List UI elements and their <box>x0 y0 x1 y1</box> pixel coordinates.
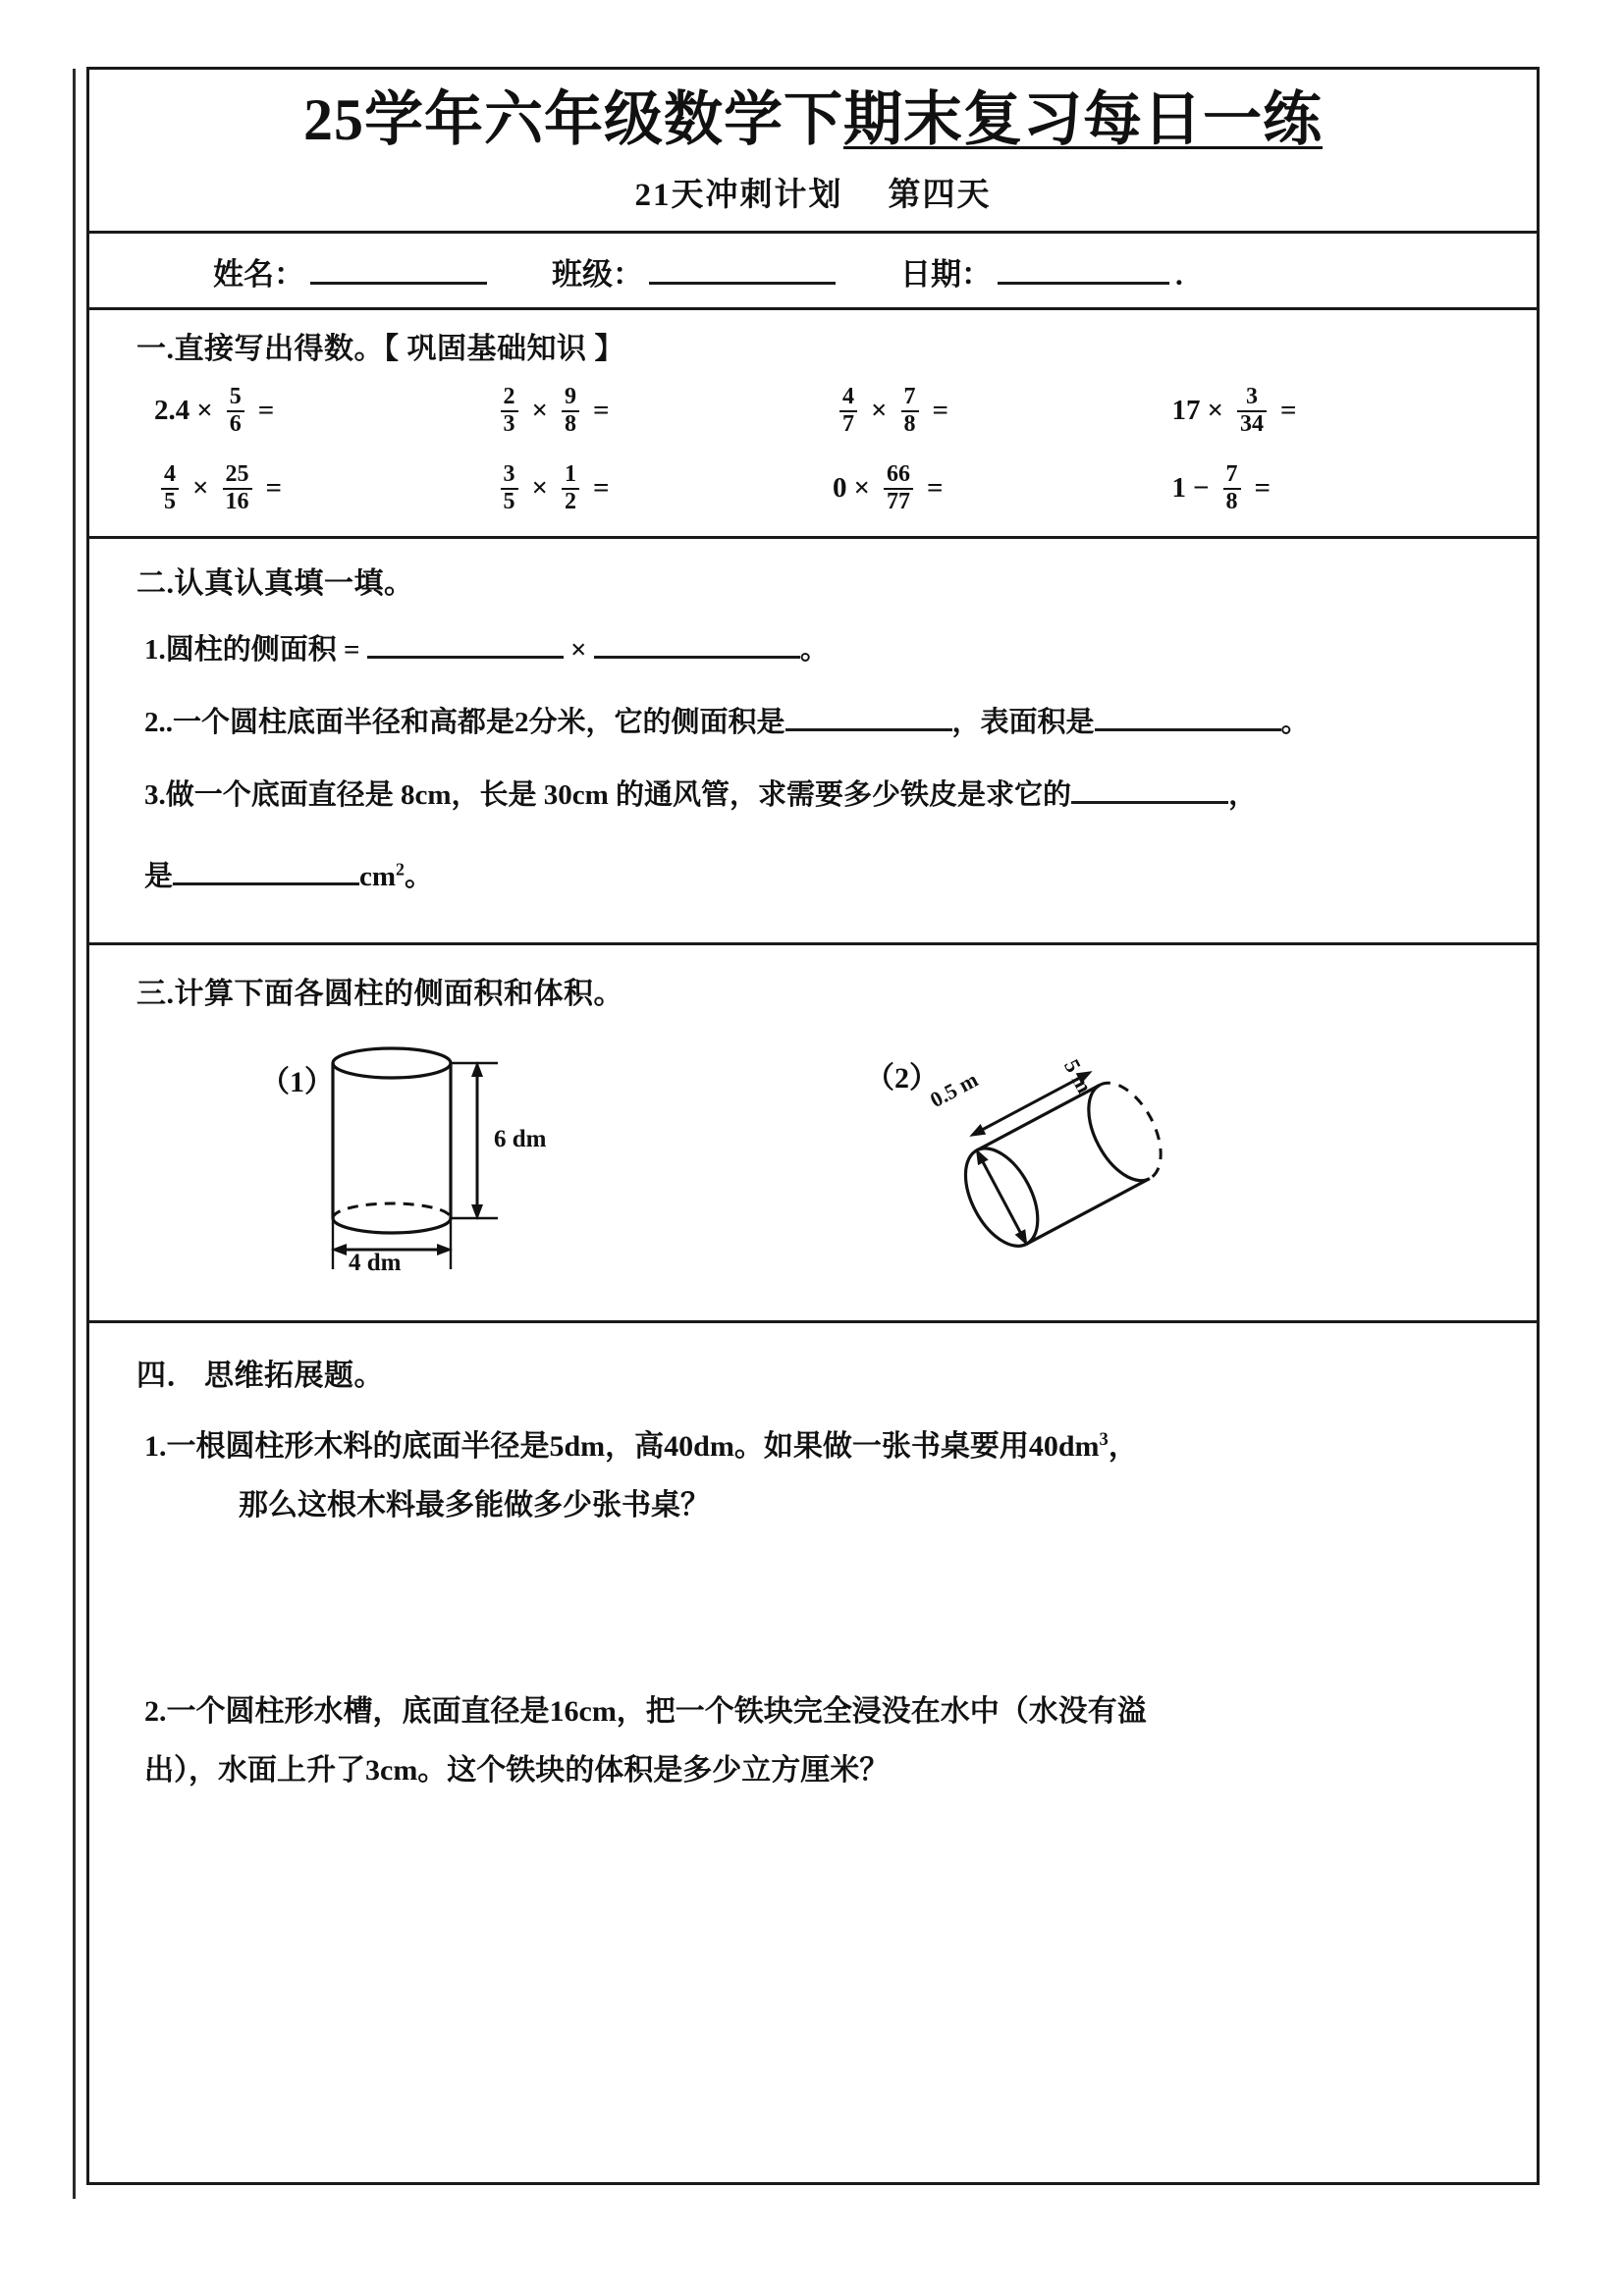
fraction-numerator: 5 <box>229 384 242 410</box>
figures-row <box>89 1018 1537 1305</box>
subtitle-day: 第四天 <box>888 178 992 214</box>
fill-q3-text-a: 3.做一个底面直径是 8cm，长是 30cm 的通风管，求需要多少铁皮是求它的 <box>144 778 1072 811</box>
fraction <box>1237 385 1267 437</box>
date-field-group <box>900 249 1183 294</box>
calc-operator: − <box>1193 472 1210 504</box>
calc-lead: 17 <box>1171 395 1201 427</box>
word-problem-1 <box>89 1417 1537 1535</box>
word-problem-2 <box>89 1682 1537 1800</box>
section-two <box>89 536 1537 942</box>
fill-q2-text-b: ，表面积是 <box>951 706 1095 738</box>
fraction-numerator: 9 <box>565 384 577 410</box>
figure-2-diameter-label: 0.5 m <box>926 1067 983 1113</box>
fraction-numerator: 3 <box>503 461 515 488</box>
calc-lead: 1 <box>1171 472 1186 504</box>
fraction <box>884 462 913 514</box>
fraction-denominator: 8 <box>901 410 919 437</box>
fraction-numerator: 25 <box>225 461 249 488</box>
fill-q3-blank-1[interactable] <box>1071 801 1228 804</box>
word-problem-2-line-2: 出），水面上升了3cm。这个铁块的体积是多少立方厘米？ <box>144 1754 890 1788</box>
worksheet-frame <box>86 67 1540 2185</box>
fill-q2-text-a: 2..一个圆柱底面半径和高都是2分米，它的侧面积是 <box>144 706 785 738</box>
binding-rule <box>73 69 76 2199</box>
fraction-denominator: 34 <box>1237 410 1267 437</box>
title-underlined: 期末复习每日一练 <box>843 87 1323 152</box>
title-prefix: 25学年六年级数学下 <box>303 87 843 152</box>
figure-1-diameter-label: 4 dm <box>349 1250 402 1277</box>
calc-equals: = <box>932 395 949 427</box>
header-band <box>89 70 1537 231</box>
student-info-band <box>89 231 1537 307</box>
calc-operator: × <box>192 472 209 504</box>
calc-item[interactable] <box>1172 462 1512 514</box>
fill-q2-blank-1[interactable] <box>785 728 952 731</box>
fill-q1-blank-2[interactable] <box>594 656 800 659</box>
calc-lead: 0 <box>833 472 847 504</box>
fraction <box>161 462 179 514</box>
fill-q3-blank-2[interactable] <box>173 882 359 885</box>
name-input-blank[interactable] <box>310 282 487 285</box>
word-problem-1-line-2: 那么这根木料最多能做多少张书桌？ <box>239 1489 710 1522</box>
fraction-denominator: 8 <box>562 410 579 437</box>
fraction-numerator: 3 <box>1246 384 1259 410</box>
fill-q3-text-c: 是 <box>144 861 174 893</box>
fraction <box>839 385 857 437</box>
word-problem-1-line-1 <box>144 1417 1478 1476</box>
fraction <box>501 385 518 437</box>
fill-q3-exponent: 2 <box>396 859 406 880</box>
page-title <box>89 87 1537 153</box>
fraction <box>227 385 244 437</box>
fraction-denominator: 5 <box>501 488 518 514</box>
fraction-denominator: 2 <box>562 488 579 514</box>
figure-1-height-label: 6 dm <box>494 1126 547 1153</box>
wp1-exponent: 3 <box>1099 1429 1109 1451</box>
fill-question-1 <box>89 627 1537 674</box>
fill-q3-unit: cm <box>359 861 397 893</box>
fraction <box>562 462 579 514</box>
calc-operator: × <box>871 395 888 427</box>
fraction-denominator: 6 <box>227 410 244 437</box>
subtitle-plan: 21天冲刺计划 <box>634 178 843 214</box>
figure-2-label: （2） <box>865 1062 939 1095</box>
wp1-text: 1.一根圆柱形木料的底面半径是5dm，高40dm。如果做一张书桌要用40dm <box>144 1430 1100 1464</box>
fill-q2-blank-2[interactable] <box>1095 728 1281 731</box>
figure-1-label: （1） <box>260 1066 334 1099</box>
fraction-denominator: 77 <box>884 488 913 514</box>
answer-space-1[interactable] <box>89 1535 1537 1682</box>
calc-equals: = <box>593 472 610 504</box>
fill-q3-comma: ， <box>1228 778 1258 811</box>
class-label: 班级： <box>552 257 643 293</box>
fill-q1-blank-1[interactable] <box>367 656 564 659</box>
calc-lead: 2.4 <box>154 395 190 427</box>
calc-item[interactable] <box>494 462 834 514</box>
arithmetic-grid <box>89 373 1537 520</box>
cylinder-figure-2 <box>865 1036 1228 1281</box>
calc-equals: = <box>1254 472 1271 504</box>
section-one-heading: 一.直接写出得数。【 巩固基础知识 】 <box>136 333 624 366</box>
calc-operator: × <box>196 395 213 427</box>
fraction-denominator: 7 <box>839 410 857 437</box>
word-problem-2-line-1: 2.一个圆柱形水槽，底面直径是16cm，把一个铁块完全浸没在水中（水没有溢 <box>144 1695 1147 1729</box>
fraction-numerator: 7 <box>903 384 916 410</box>
fraction <box>501 462 518 514</box>
fraction <box>223 462 252 514</box>
fill-q1-period: 。 <box>799 633 829 666</box>
fraction-numerator: 66 <box>887 461 911 488</box>
fraction-numerator: 7 <box>1225 461 1238 488</box>
calc-item[interactable] <box>154 462 494 514</box>
fraction-numerator: 4 <box>842 384 854 410</box>
name-field-group <box>213 249 493 294</box>
fraction-numerator: 1 <box>565 461 577 488</box>
cylinder-figure-1 <box>260 1036 561 1281</box>
fraction <box>901 385 919 437</box>
date-input-blank[interactable] <box>998 282 1169 285</box>
calc-equals: = <box>1280 395 1297 427</box>
fraction-numerator: 4 <box>164 461 176 488</box>
calc-equals: = <box>265 472 283 504</box>
calc-operator: × <box>531 472 549 504</box>
calc-equals: = <box>257 395 275 427</box>
fraction-denominator: 5 <box>161 488 179 514</box>
subtitle <box>89 169 1537 215</box>
calc-operator: × <box>1207 395 1224 427</box>
calc-item[interactable] <box>494 385 834 437</box>
calc-item[interactable] <box>154 385 494 437</box>
calc-item[interactable] <box>833 385 1172 437</box>
class-field-group <box>552 249 841 294</box>
section-three-heading: 三.计算下面各圆柱的侧面积和体积。 <box>136 978 623 1011</box>
section-four-heading: 四． 思维拓展题。 <box>136 1360 384 1393</box>
fraction-denominator: 16 <box>223 488 252 514</box>
section-three <box>89 942 1537 1320</box>
class-input-blank[interactable] <box>649 282 836 285</box>
fraction <box>1223 462 1241 514</box>
calc-item[interactable] <box>1172 385 1512 437</box>
fill-q3-period: 。 <box>405 861 434 893</box>
fill-q1-text: 1.圆柱的侧面积 = <box>144 633 360 666</box>
date-label: 日期： <box>900 257 992 293</box>
calc-item[interactable] <box>833 462 1172 514</box>
calc-operator: × <box>531 395 549 427</box>
answer-space-2[interactable] <box>89 1800 1537 2046</box>
date-trailing-period: . <box>1175 257 1183 293</box>
section-four <box>89 1320 1537 2061</box>
fill-q1-operator: × <box>570 633 587 666</box>
fraction-denominator: 8 <box>1223 488 1241 514</box>
name-label: 姓名： <box>213 257 304 293</box>
section-two-heading: 二.认真认真填一填。 <box>136 566 414 600</box>
wp1-comma: ， <box>1108 1430 1138 1464</box>
fill-question-2 <box>89 700 1537 747</box>
figure-2-length-label: 5 m <box>1058 1055 1098 1097</box>
fraction-numerator: 2 <box>503 384 515 410</box>
fraction-denominator: 3 <box>501 410 518 437</box>
calc-equals: = <box>927 472 944 504</box>
section-one <box>89 307 1537 536</box>
calc-equals: = <box>593 395 610 427</box>
calc-operator: × <box>853 472 871 504</box>
fill-question-3 <box>89 773 1537 902</box>
fill-q2-period: 。 <box>1280 706 1310 738</box>
fraction <box>562 385 579 437</box>
